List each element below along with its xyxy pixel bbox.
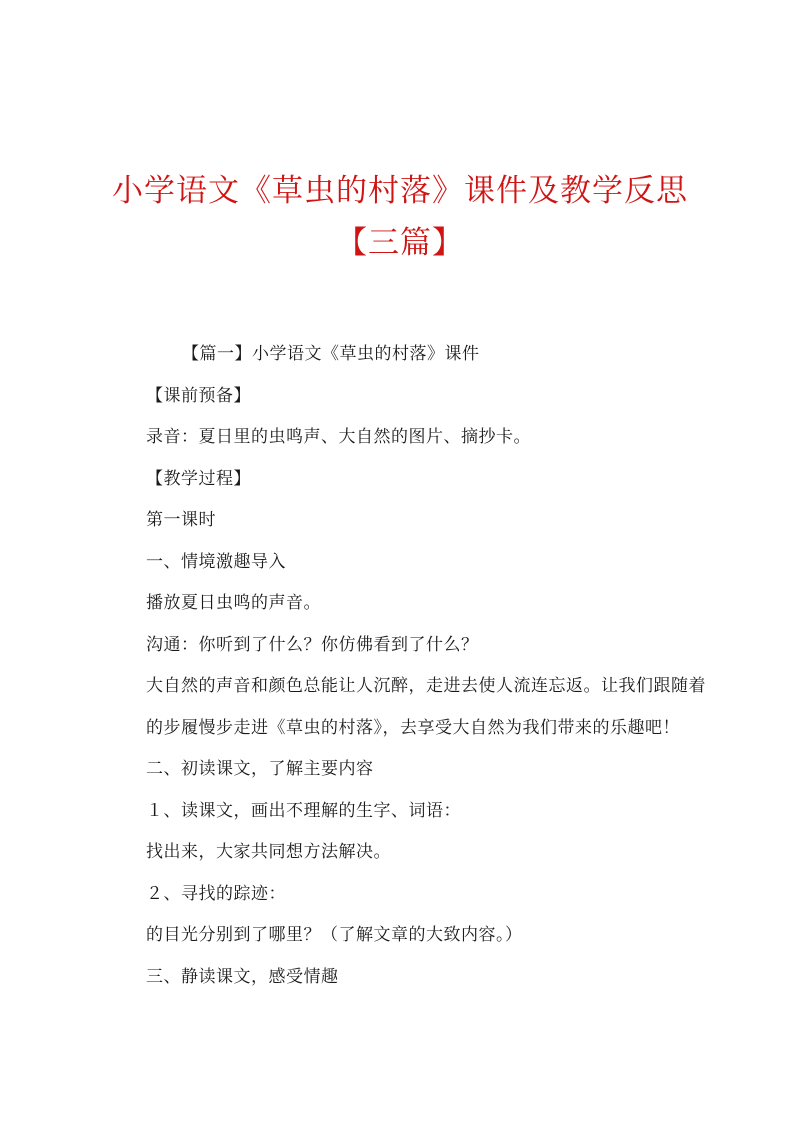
paragraph: 【课前预备】 bbox=[146, 385, 251, 406]
section-heading: 【篇一】小学语文《草虫的村落》课件 bbox=[182, 344, 480, 364]
paragraph: 三、静读课文，感受情趣 bbox=[146, 966, 339, 987]
paragraph: １、读课文，画出不理解的生字、词语： bbox=[146, 800, 461, 821]
paragraph: 沟通：你听到了什么？你仿佛看到了什么？ bbox=[146, 634, 479, 655]
paragraph: 录音：夏日里的虫鸣声、大自然的图片、摘抄卡。 bbox=[146, 427, 531, 447]
paragraph: 播放夏日虫鸣的声音。 bbox=[146, 593, 321, 613]
paragraph: 一、情境激趣导入 bbox=[146, 551, 286, 572]
paragraph: 的目光分别到了哪里？（了解文章的大致内容。） bbox=[146, 925, 523, 945]
paragraph: 【教学过程】 bbox=[146, 468, 251, 489]
paragraph: 大自然的声音和颜色总能让人沉醉，走进去使人流连忘返。让我们跟随着的步履慢步走进《草虫的村落》，去享受大自然为我们带来的乐趣吧！ bbox=[146, 676, 706, 738]
paragraph: ２、寻找的踪迹： bbox=[146, 883, 286, 904]
paragraph: 第一课时 bbox=[146, 510, 216, 530]
paragraph: 找出来，大家共同想方法解决。 bbox=[146, 842, 391, 862]
document-body bbox=[146, 334, 706, 998]
paragraph: 二、初读课文，了解主要内容 bbox=[146, 759, 374, 779]
document-title: 小学语文《草虫的村落》课件及教学反思【三篇】 bbox=[112, 173, 688, 261]
